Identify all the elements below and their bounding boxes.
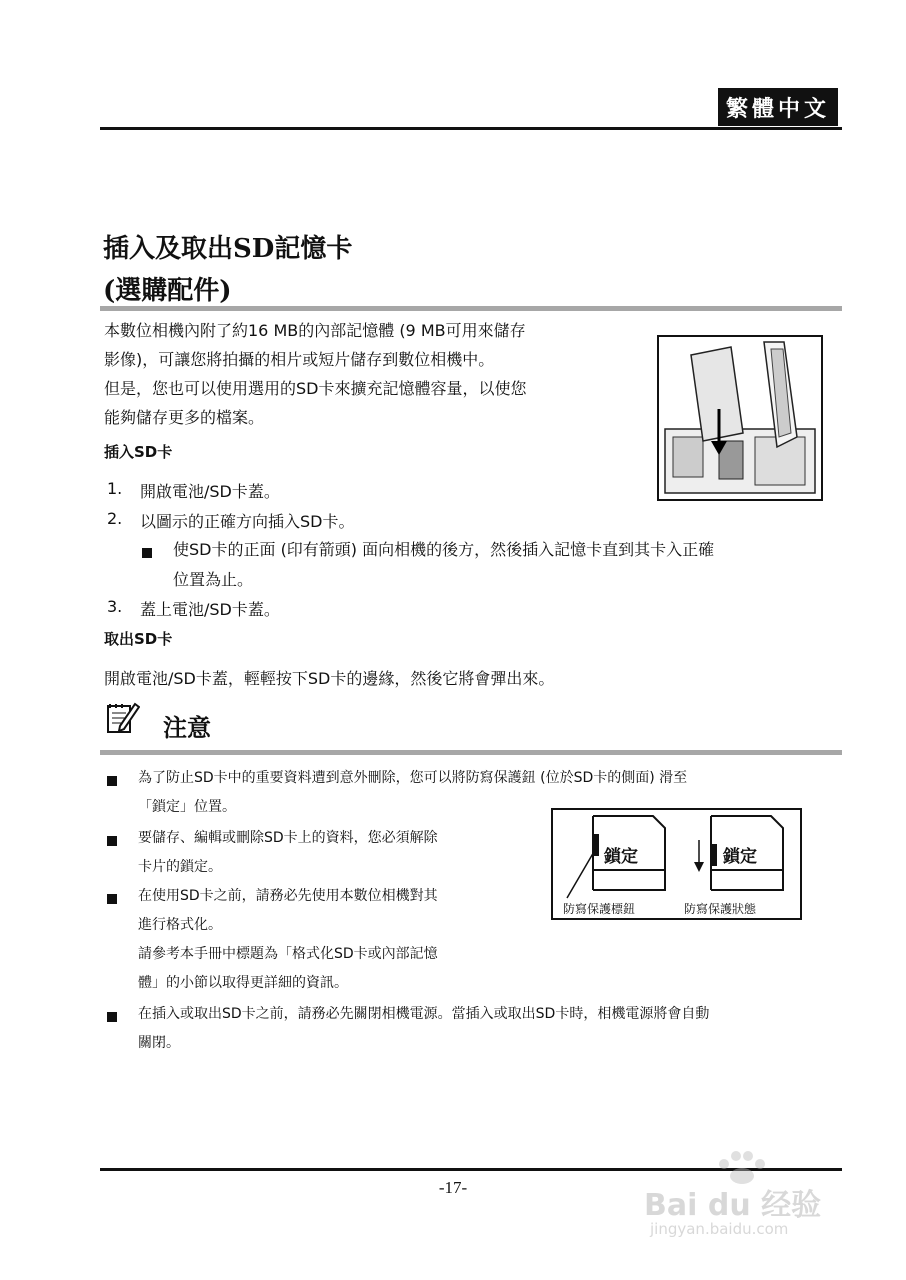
bullet-marker [107,831,117,850]
bullet-marker [107,771,117,790]
baidu-watermark [644,1150,874,1250]
step-number: 3. [107,597,123,616]
intro-line-3: 但是，您也可以使用選用的SD卡來擴充記憶體容量，以使您 [104,379,527,398]
step-number: 1. [107,479,123,498]
note-item-3-line-1: 在使用SD卡之前，請務必先使用本數位相機對其 [138,888,438,904]
note-item-3-line-2: 進行格式化。 [138,917,222,933]
step-number: 2. [107,509,123,528]
language-tab: 繁體中文 [718,88,838,126]
title-divider [100,306,842,311]
step-text: 開啟電池/SD卡蓋。 [140,482,280,501]
note-item-3-line-4: 體」的小節以取得更詳細的資訊。 [138,975,348,991]
intro-line-2: 影像)，可讓您將拍攝的相片或短片儲存到數位相機中。 [104,350,495,369]
section-subtitle: (選購配件) [103,276,232,306]
lock-label-right: 鎖定 [723,847,757,867]
bullet-line-2: 位置為止。 [173,570,254,589]
insert-heading: 插入SD卡 [104,443,173,461]
note-item-4-line-2: 關閉。 [138,1035,180,1051]
intro-line-4: 能夠儲存更多的檔案。 [104,408,265,427]
intro-line-1: 本數位相機內附了約16 MB的內部記憶體 (9 MB可用來儲存 [104,321,526,340]
note-item-4-line-1: 在插入或取出SD卡之前，請務必先關閉相機電源。當插入或取出SD卡時，相機電源將會自動 [138,1006,710,1022]
step-text: 蓋上電池/SD卡蓋。 [140,600,280,619]
note-divider [100,750,842,755]
bullet-marker [142,543,152,562]
bullet-marker [107,889,117,908]
camera-sd-insert-illustration [657,335,823,501]
remove-text: 開啟電池/SD卡蓋，輕輕按下SD卡的邊緣，然後它將會彈出來。 [104,669,555,688]
header-rule [100,127,842,130]
bullet-marker [107,1007,117,1026]
step-text: 以圖示的正確方向插入SD卡。 [140,512,355,531]
note-title: 注意 [163,713,211,742]
caption-right: 防寫保護狀態 [684,902,757,916]
watermark-brand: Bai du 经验 [644,1188,822,1223]
watermark-url: jingyan.baidu.com [650,1220,789,1238]
write-protect-diagram [551,808,802,920]
notepad-pencil-icon [104,700,140,736]
note-item-2-line-1: 要儲存、編輯或刪除SD卡上的資料，您必須解除 [138,830,438,846]
note-item-3-line-3: 請參考本手冊中標題為「格式化SD卡或內部記憶 [138,946,438,962]
caption-left: 防寫保護標鈕 [563,902,636,916]
lock-label-left: 鎖定 [604,847,638,867]
section-title: 插入及取出SD記憶卡 [103,234,353,264]
note-item-1-line-2: 「鎖定」位置。 [138,799,236,815]
bullet-line-1: 使SD卡的正面 (印有箭頭) 面向相機的後方，然後插入記憶卡直到其卡入正確 [173,540,715,559]
note-item-2-line-2: 卡片的鎖定。 [138,859,222,875]
remove-heading: 取出SD卡 [104,630,173,648]
note-item-1-line-1: 為了防止SD卡中的重要資料遭到意外刪除，您可以將防寫保護鈕 (位於SD卡的側面) 滑至 [138,770,688,786]
page-number: -17- [438,1178,468,1197]
